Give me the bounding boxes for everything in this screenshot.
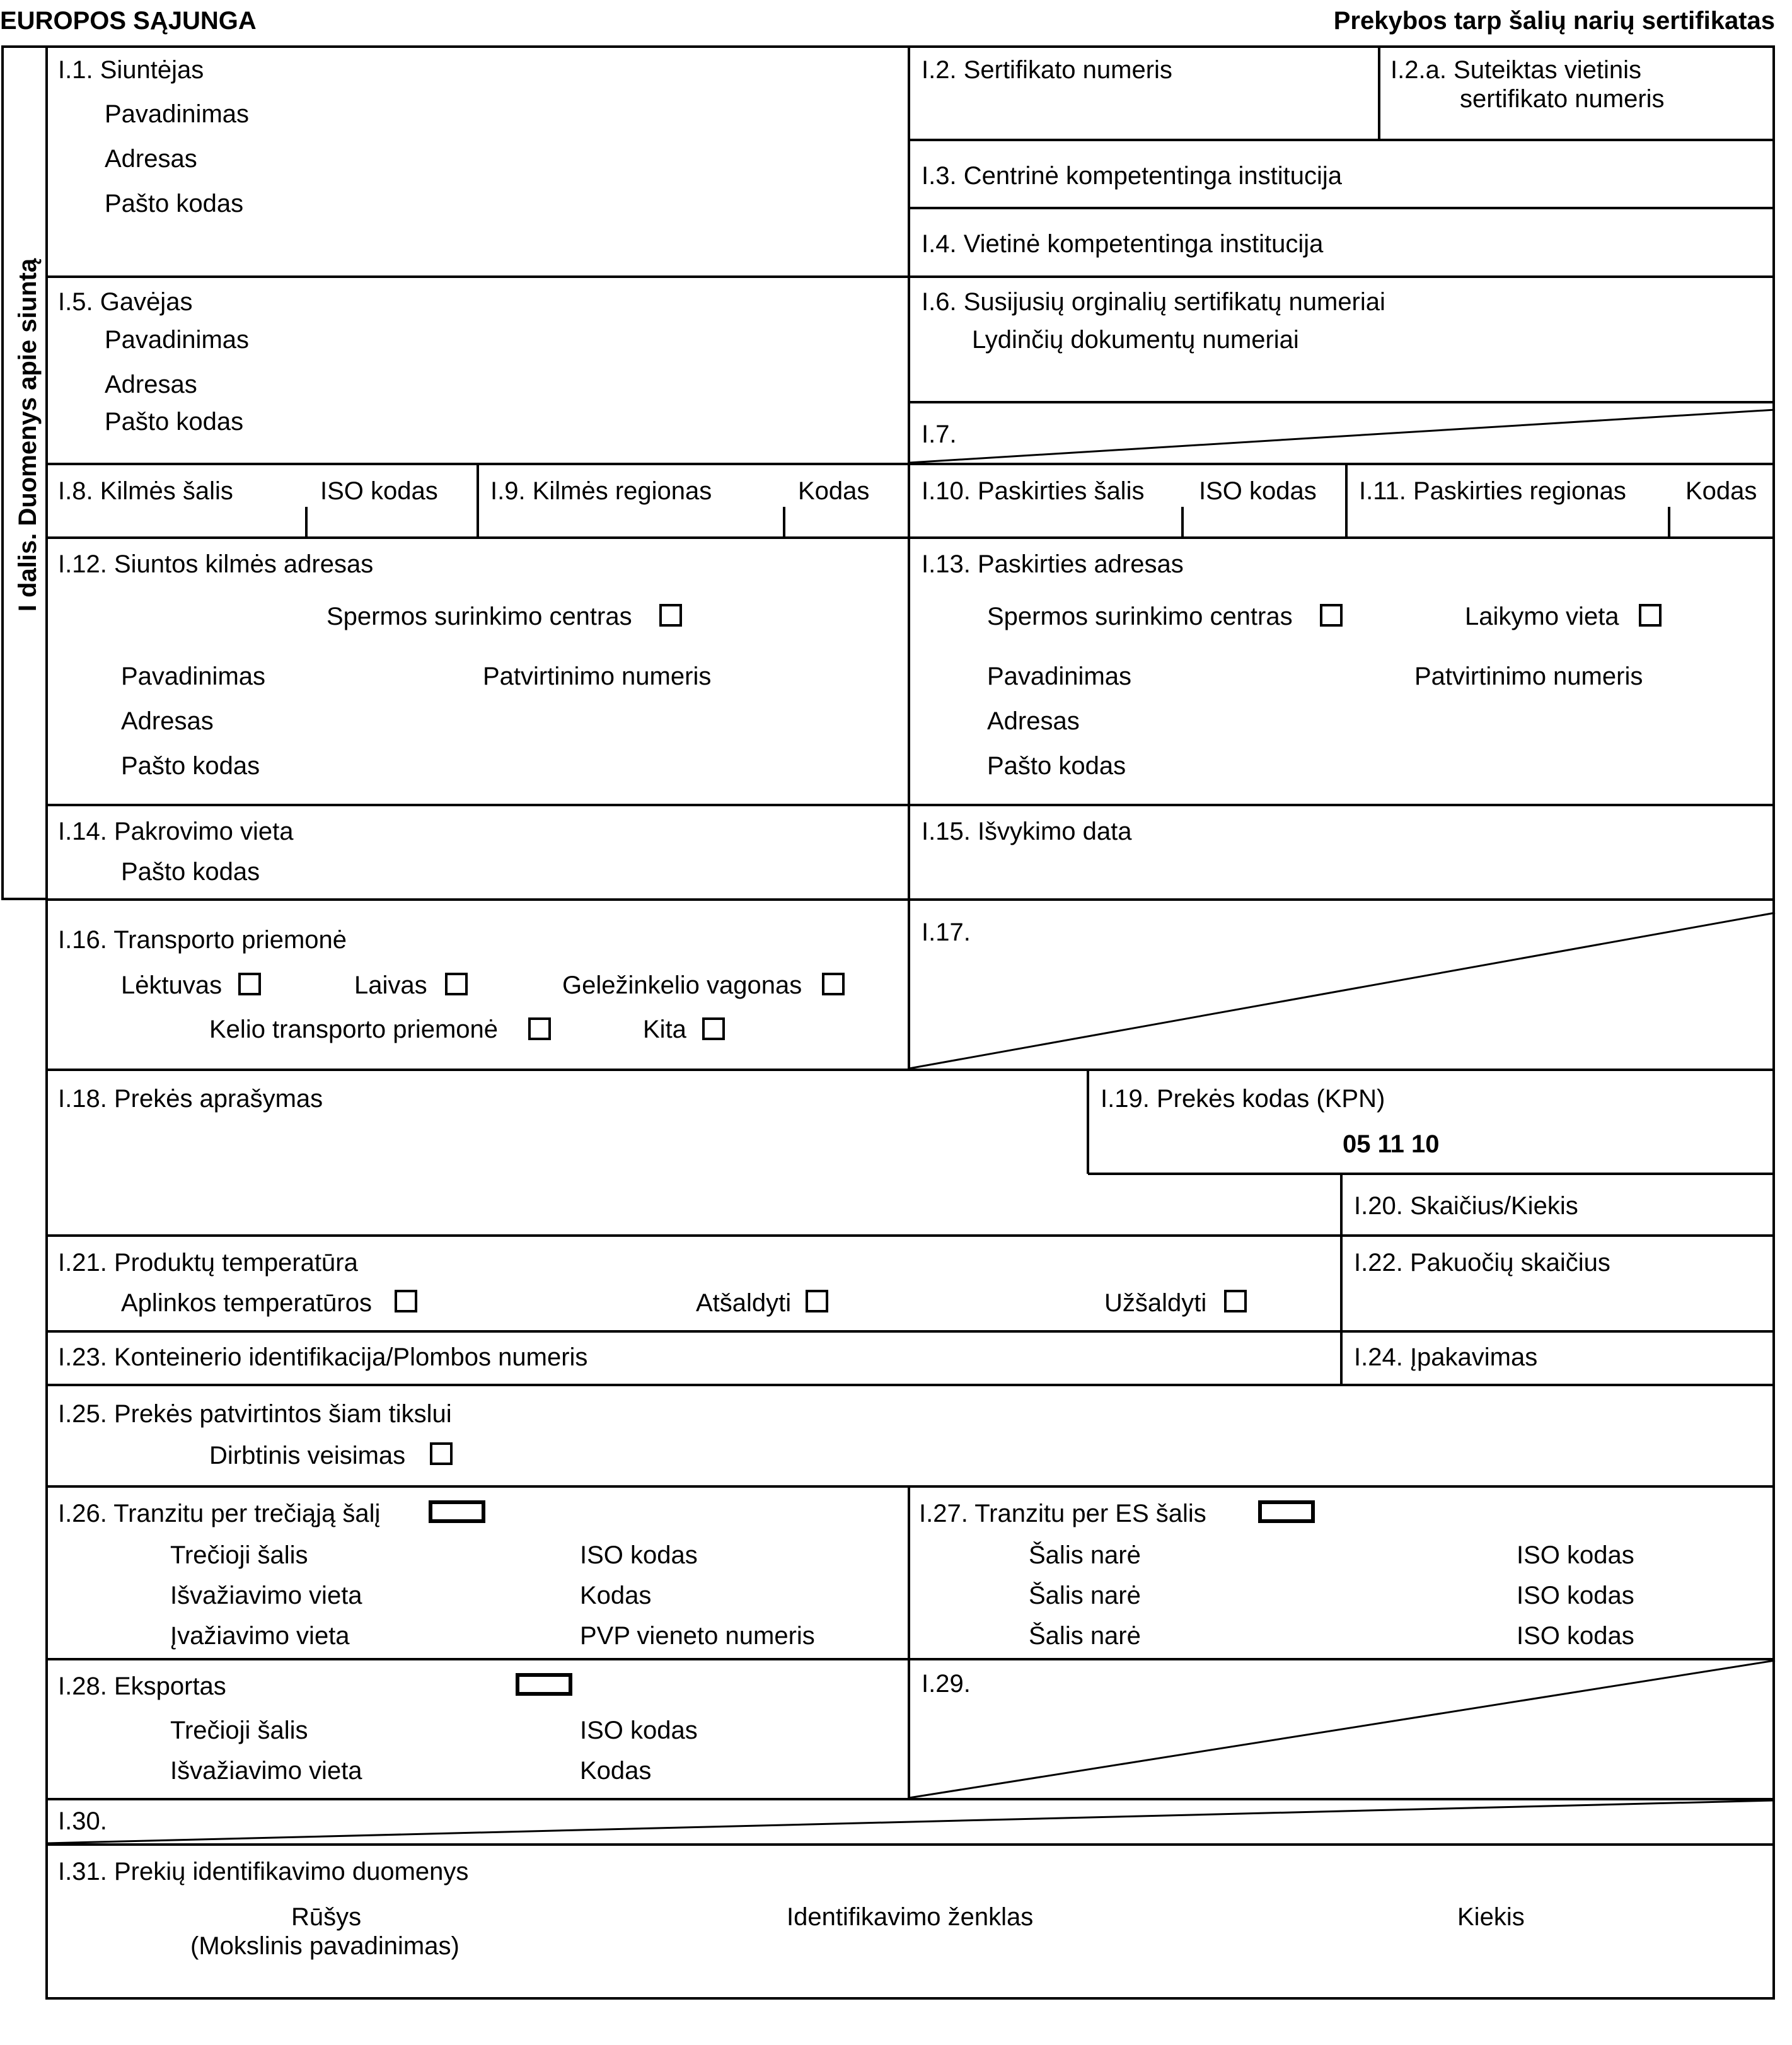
box-1-16-ship-checkbox[interactable] [445, 973, 468, 995]
box-1-8-iso: ISO kodas [320, 477, 438, 505]
box-1-13-semen-centre-checkbox[interactable] [1320, 604, 1343, 627]
box-1-5-postcode: Pašto kodas [105, 408, 244, 436]
box-1-6-line2: Lydinčių dokumentų numeriai [972, 326, 1299, 354]
box-1-13-semen-centre: Spermos surinkimo centras [987, 603, 1293, 630]
box-1-27-iso-1: ISO kodas [1517, 1541, 1634, 1569]
box-1-1-address: Adresas [105, 145, 197, 173]
box-1-31-species: Rūšys [291, 1903, 362, 1931]
box-1-3-title: I.3. Centrinė kompetentinga institucija [922, 162, 1343, 190]
box-1-16-title: I.16. Transporto priemonė [58, 926, 347, 954]
box-1-12-postcode: Pašto kodas [121, 752, 260, 780]
box-1-18-title: I.18. Prekės aprašymas [58, 1085, 323, 1113]
box-1-20-title: I.20. Skaičius/Kiekis [1354, 1192, 1578, 1220]
box-1-28-title: I.28. Eksportas [58, 1672, 226, 1700]
box-1-9-title: I.9. Kilmės regionas [490, 477, 712, 505]
box-1-5-name: Pavadinimas [105, 326, 250, 354]
box-1-23-title: I.23. Konteinerio identifikacija/Plombos numeris [58, 1343, 588, 1371]
box-1-21-chilled: Atšaldyti [696, 1289, 792, 1317]
box-1-28-iso: ISO kodas [580, 1717, 698, 1744]
box-1-25-insemination: Dirbtinis veisimas [209, 1442, 406, 1469]
box-1-13-postcode: Pašto kodas [987, 752, 1126, 780]
box-1-25-title: I.25. Prekės patvirtintos šiam tikslui [58, 1400, 452, 1428]
box-1-16-road: Kelio transporto priemonė [209, 1016, 499, 1043]
box-1-21-title: I.21. Produktų temperatūra [58, 1249, 358, 1277]
box-1-26-code: Kodas [580, 1582, 652, 1609]
box-1-16-plane-checkbox[interactable] [238, 973, 261, 995]
box-1-5-address: Adresas [105, 371, 197, 398]
box-1-16-rail: Geležinkelio vagonas [562, 971, 802, 999]
box-1-30-title: I.30. [58, 1807, 107, 1835]
box-1-21-frozen: Užšaldyti [1104, 1289, 1207, 1317]
box-1-13-name: Pavadinimas [987, 663, 1132, 690]
box-1-2a-title-line2: sertifikato numeris [1460, 85, 1665, 113]
box-1-14-title: I.14. Pakrovimo vieta [58, 818, 294, 845]
box-1-26-third-country: Trečioji šalis [170, 1541, 308, 1569]
header-right: Prekybos tarp šalių narių sertifikatas [1333, 7, 1775, 35]
box-1-16-other: Kita [643, 1016, 686, 1043]
box-1-31-title: I.31. Prekių identifikavimo duomenys [58, 1858, 469, 1886]
box-1-21-ambient-checkbox[interactable] [395, 1290, 417, 1312]
box-1-26-entry-point: Įvažiavimo vieta [170, 1622, 350, 1650]
box-1-13-storage-checkbox[interactable] [1639, 604, 1662, 627]
box-1-26-iso: ISO kodas [580, 1541, 698, 1569]
box-1-8-title: I.8. Kilmės šalis [58, 477, 233, 505]
box-1-2a-title-line1: I.2.a. Suteiktas vietinis [1390, 56, 1641, 84]
box-1-1-postcode: Pašto kodas [105, 190, 244, 217]
box-1-26-checkbox[interactable] [429, 1500, 485, 1523]
box-1-26-exit-point: Išvažiavimo vieta [170, 1582, 362, 1609]
box-1-13-address: Adresas [987, 707, 1080, 735]
box-1-27-member-state-1: Šalis narė [1029, 1541, 1141, 1569]
box-1-27-iso-3: ISO kodas [1517, 1622, 1634, 1650]
box-1-26-title: I.26. Tranzitu per trečiąją šalį [58, 1500, 381, 1527]
box-1-27-member-state-3: Šalis narė [1029, 1622, 1141, 1650]
box-1-12-name: Pavadinimas [121, 663, 266, 690]
box-1-31-mark: Identifikavimo ženklas [787, 1903, 1034, 1931]
box-1-27-member-state-2: Šalis narė [1029, 1582, 1141, 1609]
box-1-12-semen-centre: Spermos surinkimo centras [327, 603, 632, 630]
box-1-21-ambient: Aplinkos temperatūros [121, 1289, 372, 1317]
box-1-16-plane: Lėktuvas [121, 971, 223, 999]
box-1-12-title: I.12. Siuntos kilmės adresas [58, 550, 374, 578]
box-1-21-chilled-checkbox[interactable] [806, 1290, 828, 1312]
box-1-28-checkbox[interactable] [516, 1673, 572, 1696]
box-1-19-title: I.19. Prekės kodas (KPN) [1101, 1085, 1385, 1113]
box-1-24-title: I.24. Įpakavimas [1354, 1343, 1538, 1371]
header-left: EUROPOS SĄJUNGA [0, 7, 257, 35]
box-1-7-title: I.7. [922, 420, 957, 448]
box-1-14-postcode: Pašto kodas [121, 858, 260, 886]
box-1-21-frozen-checkbox[interactable] [1224, 1290, 1247, 1312]
side-label: I dalis. Duomenys apie siuntą [14, 258, 42, 612]
box-1-31-quantity: Kiekis [1457, 1903, 1525, 1931]
box-1-5-title: I.5. Gavėjas [58, 288, 193, 316]
box-1-1-name: Pavadinimas [105, 100, 250, 128]
box-1-19-code: 05 11 10 [1343, 1130, 1440, 1158]
box-1-28-code: Kodas [580, 1757, 652, 1785]
box-1-27-checkbox[interactable] [1258, 1500, 1315, 1523]
box-1-16-other-checkbox[interactable] [702, 1017, 725, 1040]
box-1-16-rail-checkbox[interactable] [822, 973, 845, 995]
box-1-27-title: I.27. Tranzitu per ES šalis [919, 1500, 1206, 1527]
box-1-10-title: I.10. Paskirties šalis [922, 477, 1145, 505]
box-1-6-title: I.6. Susijusių orginalių sertifikatų numeriai [922, 288, 1385, 316]
box-1-1-title: I.1. Siuntėjas [58, 56, 204, 84]
box-1-27-iso-2: ISO kodas [1517, 1582, 1634, 1609]
box-1-12-address: Adresas [121, 707, 214, 735]
box-1-13-title: I.13. Paskirties adresas [922, 550, 1184, 578]
box-1-16-ship: Laivas [354, 971, 427, 999]
box-1-28-exit-point: Išvažiavimo vieta [170, 1757, 362, 1785]
box-1-12-semen-centre-checkbox[interactable] [659, 604, 682, 627]
box-1-17-title: I.17. [922, 918, 971, 946]
box-1-22-title: I.22. Pakuočių skaičius [1354, 1249, 1610, 1277]
box-1-12-approval: Patvirtinimo numeris [483, 663, 712, 690]
box-1-9-code: Kodas [798, 477, 870, 505]
box-1-11-code: Kodas [1685, 477, 1757, 505]
box-1-10-iso: ISO kodas [1199, 477, 1317, 505]
box-1-25-insemination-checkbox[interactable] [430, 1442, 453, 1465]
box-1-11-title: I.11. Paskirties regionas [1359, 477, 1626, 505]
box-1-16-road-checkbox[interactable] [528, 1017, 551, 1040]
box-1-2-title: I.2. Sertifikato numeris [922, 56, 1172, 84]
box-1-29-title: I.29. [922, 1670, 971, 1698]
box-1-28-third-country: Trečioji šalis [170, 1717, 308, 1744]
box-1-15-title: I.15. Išvykimo data [922, 818, 1132, 845]
box-1-13-storage: Laikymo vieta [1465, 603, 1619, 630]
box-1-4-title: I.4. Vietinė kompetentinga institucija [922, 230, 1324, 258]
box-1-31-species-scientific: (Mokslinis pavadinimas) [190, 1932, 460, 1960]
box-1-13-approval: Patvirtinimo numeris [1414, 663, 1643, 690]
box-1-26-bip: PVP vieneto numeris [580, 1622, 815, 1650]
